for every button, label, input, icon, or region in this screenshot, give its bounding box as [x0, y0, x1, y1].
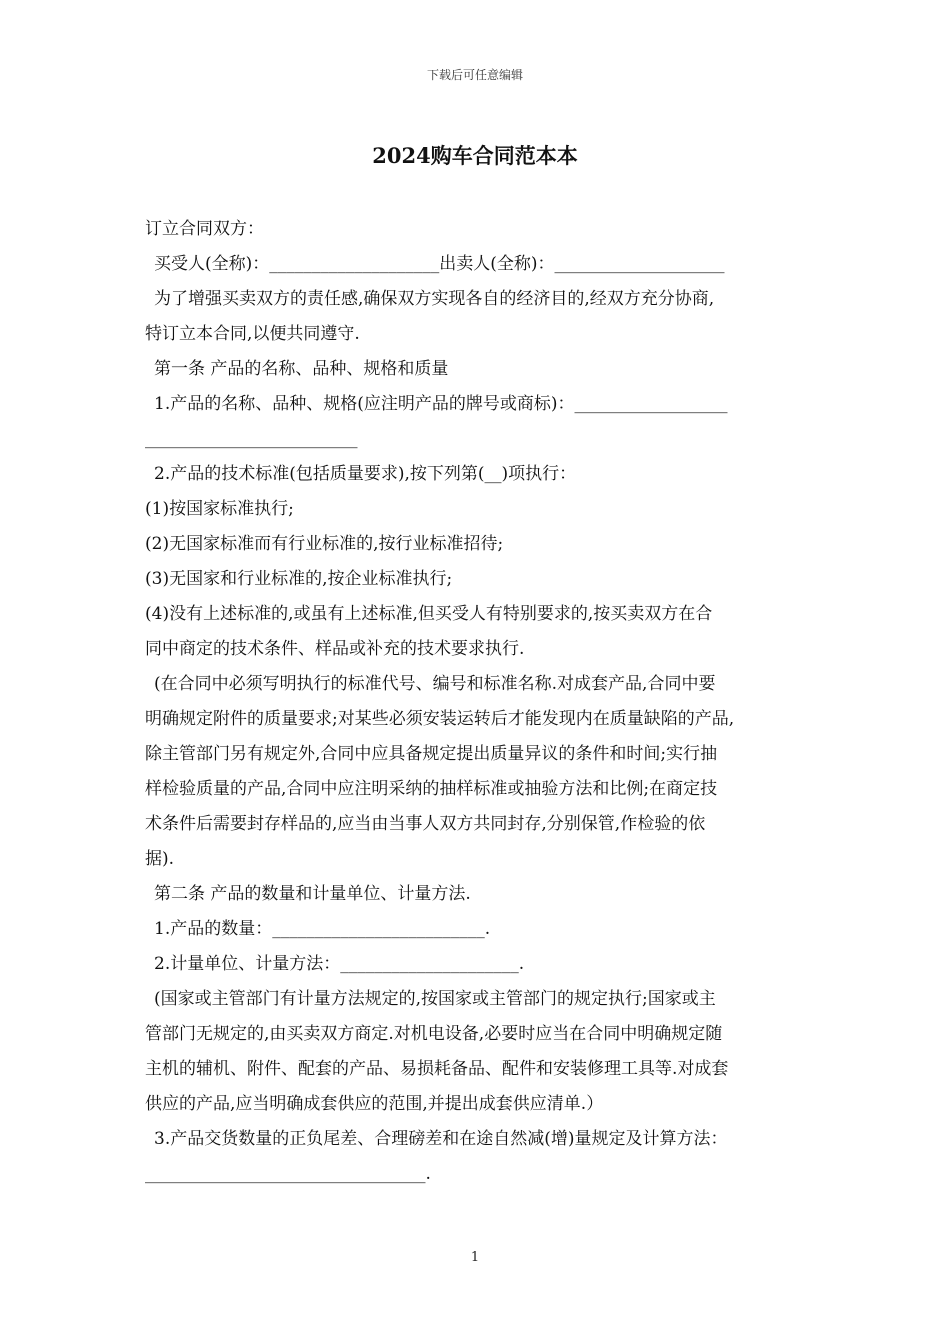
page-header: 下载后可任意编辑 [426, 68, 523, 82]
contract-line: 同中商定的技术条件、样品或补充的技术要求执行. [145, 639, 525, 659]
contract-line: _________________________________. [145, 1164, 431, 1184]
contract-line: 1.产品的数量：_________________________. [154, 919, 491, 939]
contract-line: (4)没有上述标准的,或虽有上述标准,但买受人有特别要求的,按买卖双方在合 [145, 604, 713, 624]
contract-line: 样检验质量的产品,合同中应注明采纳的抽样标准或抽验方法和比例;在商定技 [145, 779, 718, 799]
contract-line: 管部门无规定的,由买卖双方商定.对机电设备,必要时应当在合同中明确规定随 [145, 1024, 723, 1044]
contract-line: (3)无国家和行业标准的,按企业标准执行; [145, 569, 453, 589]
contract-line: 特订立本合同,以便共同遵守. [145, 324, 360, 344]
document-title: 2024购车合同范本本 [372, 143, 578, 168]
contract-line: 3.产品交货数量的正负尾差、合理磅差和在途自然减(增)量规定及计算方法： [154, 1129, 728, 1149]
contract-line: 订立合同双方： [145, 219, 264, 239]
page-number: 1 [470, 1250, 480, 1265]
contract-line: 主机的辅机、附件、配套的产品、易损耗备品、配件和安装修理工具等.对成套 [145, 1059, 729, 1079]
contract-line: _________________________ [145, 429, 358, 449]
contract-line: 为了增强买卖双方的责任感,确保双方实现各自的经济目的,经双方充分协商, [154, 289, 715, 309]
contract-line: 除主管部门另有规定外,合同中应具备规定提出质量异议的条件和时间;实行抽 [145, 744, 718, 764]
contract-body [145, 212, 810, 1192]
contract-line: (2)无国家标准而有行业标准的,按行业标准招待; [145, 534, 504, 554]
contract-line: 明确规定附件的质量要求;对某些必须安装运转后才能发现内在质量缺陷的产品, [145, 709, 735, 729]
contract-line: (在合同中必须写明执行的标准代号、编号和标准名称.对成套产品,合同中要 [154, 674, 716, 694]
contract-line: 术条件后需要封存样品的,应当由当事人双方共同封存,分别保管,作检验的依 [145, 814, 706, 834]
contract-line: 买受人(全称)：____________________出卖人(全称)：____________________ [154, 254, 725, 274]
contract-line: 2.产品的技术标准(包括质量要求),按下列第(__)项执行： [154, 464, 577, 484]
contract-line: 第二条 产品的数量和计量单位、计量方法. [154, 884, 471, 904]
contract-line: 2.计量单位、计量方法：_____________________. [154, 954, 525, 974]
contract-line: (1)按国家标准执行; [145, 499, 294, 519]
contract-line: 供应的产品,应当明确成套供应的范围,并提出成套供应清单.） [145, 1094, 604, 1114]
contract-line: 1.产品的名称、品种、规格(应注明产品的牌号或商标)：__________________ [154, 394, 728, 414]
contract-line: (国家或主管部门有计量方法规定的,按国家或主管部门的规定执行;国家或主 [154, 989, 716, 1009]
contract-line: 据). [145, 849, 175, 869]
contract-line: 第一条 产品的名称、品种、规格和质量 [154, 359, 449, 379]
